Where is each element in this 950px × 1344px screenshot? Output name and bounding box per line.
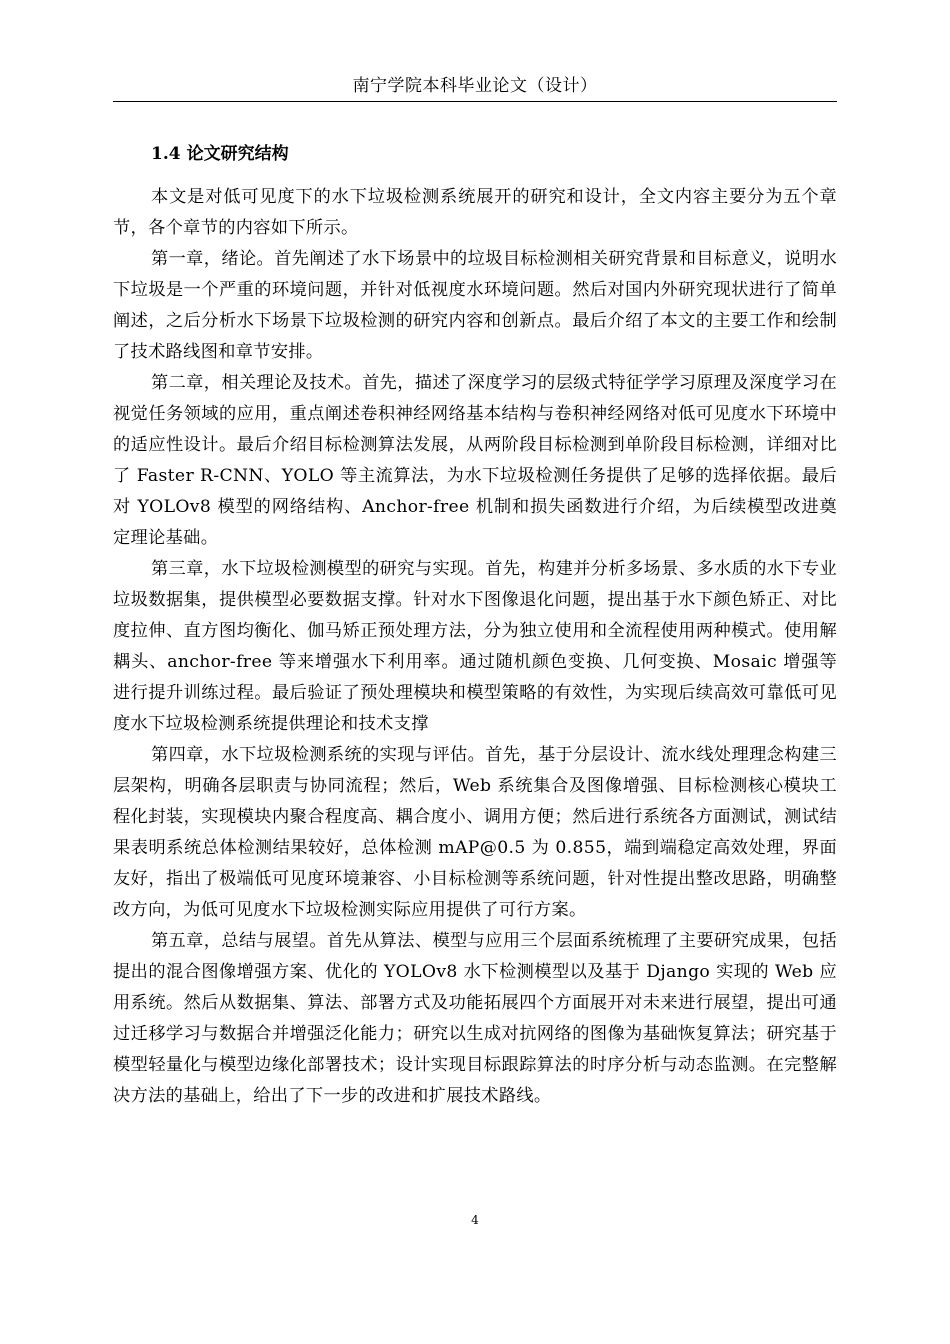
section-heading: [151, 141, 289, 167]
paragraph-chapter-2: 第二章，相关理论及技术。首先，描述了深度学习的层级式特征学学习原理及深度学习在视觉任务领域的应用，重点阐述卷积神经网络基本结构与卷积神经网络对低可见度水下环境中的适应性设计。最后介绍目标检测算法发展，从两阶段目标检测到单阶段目标检测，详细对比了 Faster R-CNN、YOLO 等主流算法，为水下垃圾检测任务提供了足够的选择依据。最后对 YOLOv8 模型的网络结构、Anchor-free 机制和损失函数进行介绍，为后续模型改进奠定理论基础。: [113, 373, 837, 548]
section-title: 论文研究结构: [186, 144, 289, 164]
section-number: 1.4: [151, 144, 181, 164]
paragraph-chapter-3: 第三章，水下垃圾检测模型的研究与实现。首先，构建并分析多场景、多水质的水下专业垃圾数据集，提供模型必要数据支撑。针对水下图像退化问题，提出基于水下颜色矫正、对比度拉伸、直方图均衡化、伽马矫正预处理方法，分为独立使用和全流程使用两种模式。使用解耦头、anchor-free 等来增强水下利用率。通过随机颜色变换、几何变换、Mosaic 增强等进行提升训练过程。最后验证了预处理模块和模型策略的有效性，为实现后续高效可靠低可见度水下垃圾检测系统提供理论和技术支撑: [113, 559, 837, 734]
paragraph-chapter-4: 第四章，水下垃圾检测系统的实现与评估。首先，基于分层设计、流水线处理理念构建三层架构，明确各层职责与协同流程；然后，Web 系统集合及图像增强、目标检测核心模块工程化封装，实现模块内聚合程度高、耦合度小、调用方便；然后进行系统各方面测试，测试结果表明系统总体检测结果较好，总体检测 mAP@0.5 为 0.855，端到端稳定高效处理，界面友好，指出了极端低可见度环境兼容、小目标检测等系统问题，针对性提出整改思路，明确整改方向，为低可见度水下垃圾检测实际应用提供了可行方案。: [113, 745, 837, 920]
paragraph-chapter-1: 第一章，绪论。首先阐述了水下场景中的垃圾目标检测相关研究背景和目标意义，说明水下垃圾是一个严重的环境问题，并针对低视度水环境问题。然后对国内外研究现状进行了简单阐述，之后分析水下场景下垃圾检测的研究内容和创新点。最后介绍了本文的主要工作和绘制了技术路线图和章节安排。: [113, 249, 837, 362]
paragraph-intro: 本文是对低可见度下的水下垃圾检测系统展开的研究和设计，全文内容主要分为五个章节，各个章节的内容如下所示。: [113, 187, 837, 238]
header-rule: [113, 101, 837, 102]
paragraph-chapter-5: 第五章，总结与展望。首先从算法、模型与应用三个层面系统梳理了主要研究成果，包括提出的混合图像增强方案、优化的 YOLOv8 水下检测模型以及基于 Django 实现的 Web 应用系统。然后从数据集、算法、部署方式及功能拓展四个方面展开对未来进行展望，提出可通过迁移学习与数据合并增强泛化能力；研究以生成对抗网络的图像为基础恢复算法；研究基于模型轻量化与模型边缘化部署技术；设计实现目标跟踪算法的时序分析与动态监测。在完整解决方法的基础上，给出了下一步的改进和扩展技术路线。: [113, 931, 837, 1106]
page-number-value: 4: [471, 1213, 479, 1227]
header-title: 南宁学院本科毕业论文（设计）: [352, 76, 598, 96]
page-number: [113, 1212, 837, 1228]
page-header: [113, 74, 837, 98]
body-text: [113, 182, 837, 1112]
